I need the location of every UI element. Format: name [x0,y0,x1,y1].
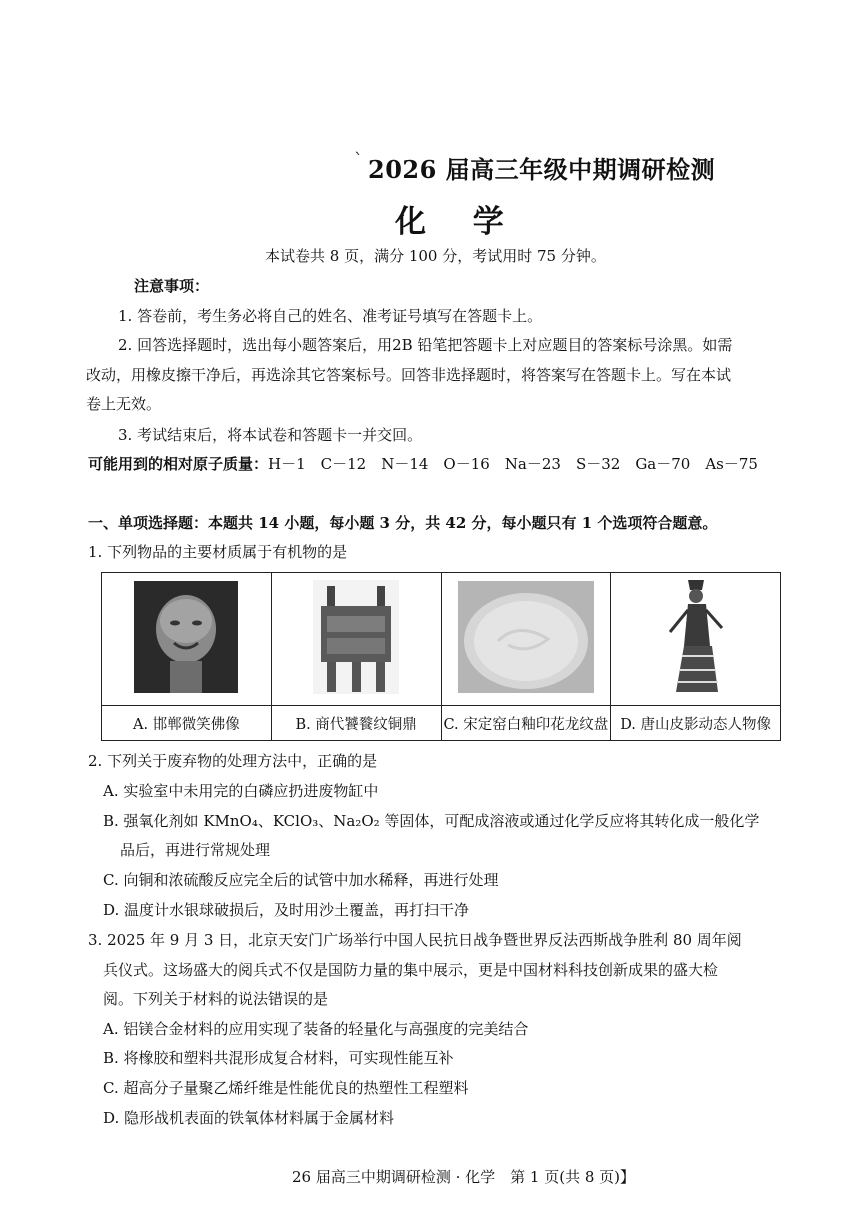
atomic-mass-values: H－1 C－12 N－14 O－16 Na－23 S－32 Ga－70 As－75 [268,455,758,473]
question-1-stem: 1. 下列物品的主要材质属于有机物的是 [88,543,348,561]
question-2-option-c: C. 向铜和浓硫酸反应完全后的试管中加水稀释，再进行处理 [103,871,499,889]
option-a-image-cell [102,573,272,706]
subject-title: 化 学 [395,204,522,240]
stray-mark: ` [354,150,363,171]
atomic-mass-label: 可能用到的相对原子质量： [88,455,269,473]
bronze-ding-image [313,580,399,694]
question-2-option-b-line2: 品后，再进行常规处理 [120,841,271,859]
question-3-stem-line1: 3. 2025 年 9 月 3 日，北京天安门广场举行中国人民抗日战争暨世界反法西斯战争胜利 80 周年阅 [88,931,742,949]
question-2-option-d: D. 温度计水银球破损后，及时用沙土覆盖，再打扫干净 [103,901,470,919]
note-item-2-line2: 改动，用橡皮擦干净后，再选涂其它答案标号。回答非选择题时，将答案写在答题卡上。写在本试 [86,366,732,384]
note-item-1: 1. 答卷前，考生务必将自己的姓名、准考证号填写在答题卡上。 [118,307,543,325]
porcelain-plate-image [458,581,594,693]
question-3-option-c: C. 超高分子量聚乙烯纤维是性能优良的热塑性工程塑料 [103,1079,469,1097]
question-2-option-b-line1: B. 强氧化剂如 KMnO₄、KClO₃、Na₂O₂ 等固体，可配成溶液或通过化学反应将其转化成一般化学 [103,812,760,830]
question-3-option-a: A. 铝镁合金材料的应用实现了装备的轻量化与高强度的完美结合 [103,1020,529,1038]
exam-info: 本试卷共 8 页，满分 100 分，考试用时 75 分钟。 [265,247,606,265]
question-2-option-a: A. 实验室中未用完的白磷应扔进废物缸中 [103,782,379,800]
question-2-stem: 2. 下列关于废弃物的处理方法中，正确的是 [88,752,378,770]
page-footer: 26 届高三中期调研检测 · 化学 第 1 页(共 8 页)】 [292,1168,636,1186]
section-1-heading: 一、单项选择题：本题共 14 小题，每小题 3 分，共 42 分，每小题只有 1 个选项符合题意。 [88,514,718,532]
atomic-mass-line [88,457,758,472]
option-d-image-cell [611,573,781,706]
option-a-label: A. 邯郸微笑佛像 [102,706,272,741]
shadow-puppet-image [658,576,734,698]
question-3-option-d: D. 隐形战机表面的铁氧体材料属于金属材料 [103,1109,395,1127]
question-1-options-table [101,572,781,741]
note-item-2-line1: 2. 回答选择题时，选出每小题答案后，用2B 铅笔把答题卡上对应题目的答案标号涂黑。如需 [118,336,733,354]
option-c-label: C. 宋定窑白釉印花龙纹盘 [441,706,611,741]
option-b-label: B. 商代饕餮纹铜鼎 [271,706,441,741]
note-item-2-line3: 卷上无效。 [86,395,162,413]
option-d-label: D. 唐山皮影动态人物像 [611,706,781,741]
question-3-stem-line2: 兵仪式。这场盛大的阅兵式不仅是国防力量的集中展示，更是中国材料科技创新成果的盛大检 [103,961,719,979]
option-b-image-cell [271,573,441,706]
buddha-statue-image [134,581,238,693]
question-3-option-b: B. 将橡胶和塑料共混形成复合材料，可实现性能互补 [103,1049,454,1067]
exam-title: 2026 届高三年级中期调研检测 [368,155,716,184]
notes-heading: 注意事项： [134,277,210,295]
option-c-image-cell [441,573,611,706]
note-item-3: 3. 考试结束后，将本试卷和答题卡一并交回。 [118,426,423,444]
question-3-stem-line3: 阅。下列关于材料的说法错误的是 [103,990,329,1008]
